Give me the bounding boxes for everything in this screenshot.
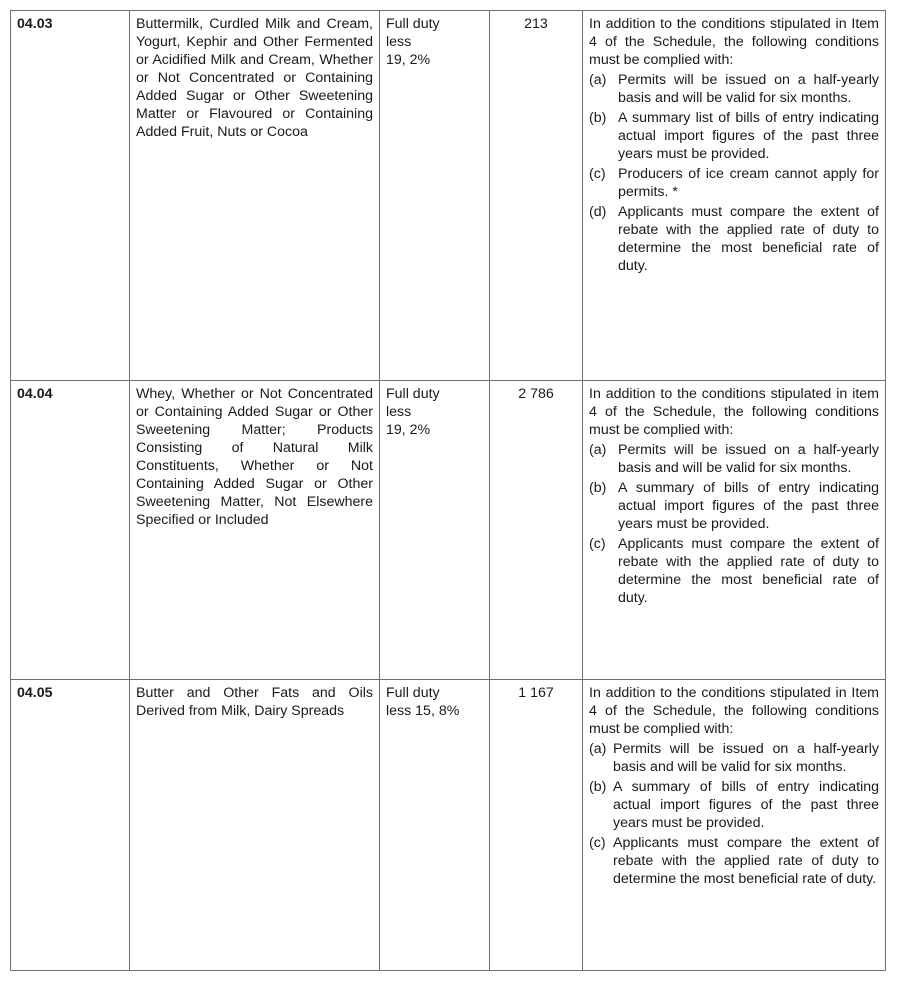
conditions-intro: In addition to the conditions stipulated in item 4 of the Schedule, the following conditions must be complied with: bbox=[589, 386, 879, 438]
condition-item bbox=[589, 535, 879, 607]
conditions-intro: In addition to the conditions stipulated in Item 4 of the Schedule, the following conditions must be complied with: bbox=[589, 16, 879, 68]
condition-item bbox=[589, 71, 879, 107]
product-description: Whey, Whether or Not Concentrated or Containing Added Sugar or Other Sweetening Matter; Products Consisting of Natural Milk Constituents, Whether or Not Containing Added Sugar or Other Sweetening Matter, Not Elsewhere Specified or Included bbox=[130, 381, 380, 680]
rebate-rate-line: Full duty bbox=[386, 16, 440, 32]
rebate-rate-line: 19, 2% bbox=[386, 422, 431, 438]
condition-item bbox=[589, 479, 879, 533]
tariff-code: 04.04 bbox=[11, 381, 130, 680]
quantity: 213 bbox=[490, 11, 583, 381]
condition-letter: (b) bbox=[589, 480, 607, 496]
condition-item bbox=[589, 834, 879, 888]
table-row bbox=[11, 381, 886, 680]
condition-letter: (b) bbox=[589, 779, 607, 795]
condition-text: Permits will be issued on a half-yearly basis and will be valid for six months. bbox=[618, 442, 879, 476]
table-row bbox=[11, 680, 886, 971]
condition-item bbox=[589, 740, 879, 776]
condition-text: A summary of bills of entry indicating actual import figures of the past three years must be provided. bbox=[613, 779, 879, 831]
rebate-rate-line: less 15, 8% bbox=[386, 703, 460, 719]
tariff-code: 04.03 bbox=[11, 11, 130, 381]
tariff-code: 04.05 bbox=[11, 680, 130, 971]
condition-letter: (a) bbox=[589, 72, 607, 88]
rebate-rate-line: less bbox=[386, 34, 412, 50]
condition-text: Applicants must compare the extent of rebate with the applied rate of duty to determine the most beneficial rate of duty. bbox=[618, 536, 879, 606]
conditions-cell bbox=[583, 381, 886, 680]
condition-text: Permits will be issued on a half-yearly basis and will be valid for six months. bbox=[613, 741, 879, 775]
quantity: 2 786 bbox=[490, 381, 583, 680]
rebate-rate bbox=[380, 381, 490, 680]
product-description: Butter and Other Fats and Oils Derived from Milk, Dairy Spreads bbox=[130, 680, 380, 971]
condition-letter: (a) bbox=[589, 442, 607, 458]
quantity: 1 167 bbox=[490, 680, 583, 971]
condition-letter: (a) bbox=[589, 741, 607, 757]
condition-item bbox=[589, 441, 879, 477]
condition-letter: (c) bbox=[589, 536, 606, 552]
rebate-rate-line: 19, 2% bbox=[386, 52, 431, 68]
condition-text: Permits will be issued on a half-yearly basis and will be valid for six months. bbox=[618, 72, 879, 106]
rebate-rate bbox=[380, 680, 490, 971]
conditions-cell bbox=[583, 11, 886, 381]
condition-item bbox=[589, 203, 879, 275]
condition-item bbox=[589, 109, 879, 163]
condition-letter: (c) bbox=[589, 166, 606, 182]
rebate-rate bbox=[380, 11, 490, 381]
condition-letter: (b) bbox=[589, 110, 607, 126]
rebate-rate-line: Full duty bbox=[386, 386, 440, 402]
condition-letter: (c) bbox=[589, 835, 606, 851]
condition-letter: (d) bbox=[589, 204, 607, 220]
table-row bbox=[11, 11, 886, 381]
tariff-schedule-table bbox=[10, 10, 886, 971]
product-description: Buttermilk, Curdled Milk and Cream, Yogurt, Kephir and Other Fermented or Acidified Milk and Cream, Whether or Not Concentrated or Containing Added Sugar or Other Sweetening Matter or Flavoured or Containing Added Fruit, Nuts or Cocoa bbox=[130, 11, 380, 381]
condition-text: Applicants must compare the extent of rebate with the applied rate of duty to determine the most beneficial rate of duty. bbox=[618, 204, 879, 274]
condition-text: A summary of bills of entry indicating actual import figures of the past three years must be provided. bbox=[618, 480, 879, 532]
condition-item bbox=[589, 778, 879, 832]
rebate-rate-line: Full duty bbox=[386, 685, 440, 701]
rebate-rate-line: less bbox=[386, 404, 412, 420]
condition-text: Producers of ice cream cannot apply for permits. * bbox=[618, 166, 879, 200]
condition-text: A summary list of bills of entry indicating actual import figures of the past three years must be provided. bbox=[618, 110, 879, 162]
conditions-cell bbox=[583, 680, 886, 971]
conditions-intro: In addition to the conditions stipulated in Item 4 of the Schedule, the following conditions must be complied with: bbox=[589, 685, 879, 737]
condition-text: Applicants must compare the extent of rebate with the applied rate of duty to determine the most beneficial rate of duty. bbox=[613, 835, 879, 887]
condition-item bbox=[589, 165, 879, 201]
